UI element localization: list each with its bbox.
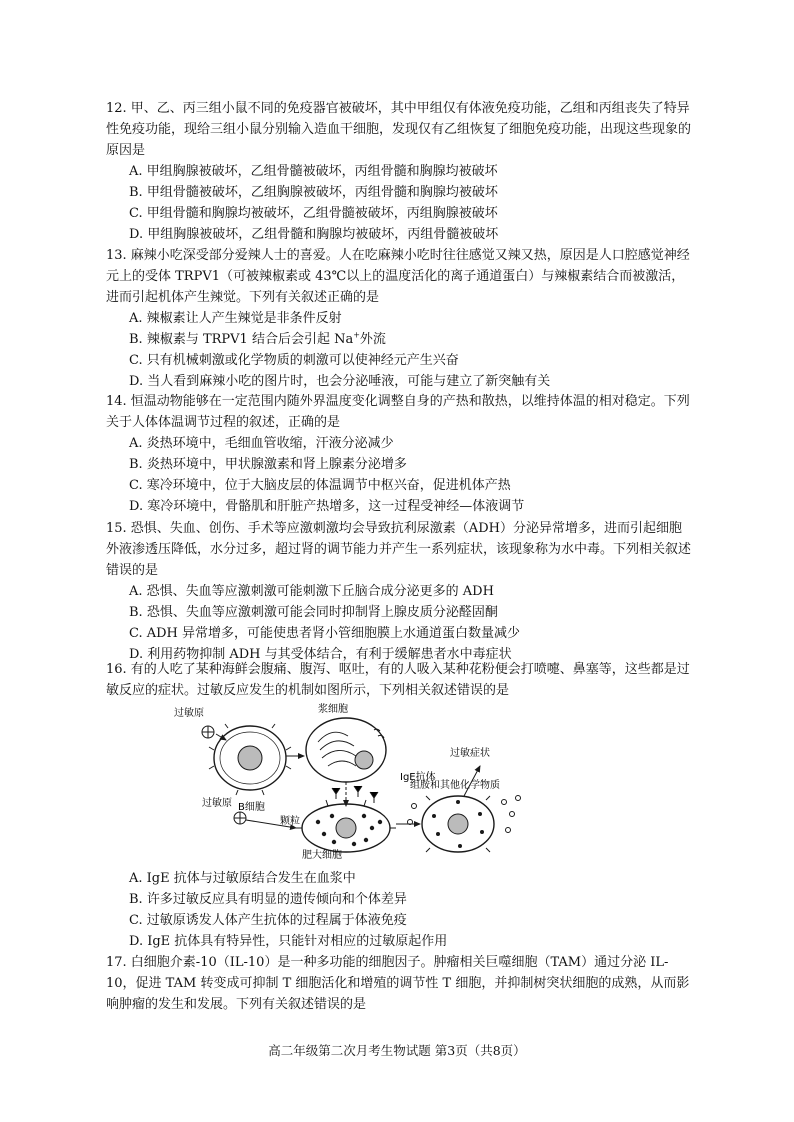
allergen-label-bottom: 过敏原 [202, 798, 232, 809]
option-c: C. 甲组骨髓和胸腺均被破坏，乙组骨髓被破坏，丙组胸腺被破坏 [129, 206, 498, 221]
option-a: A. 甲组胸腺被破坏，乙组骨髓被破坏，丙组骨髓和胸腺均被破坏 [129, 164, 498, 179]
option-c: C. ADH 异常增多，可能使患者肾小管细胞膜上水通道蛋白数量减少 [129, 626, 521, 641]
option-b: B. 恐惧、失血等应激刺激可能会同时抑制肾上腺皮质分泌醛固酮 [129, 605, 498, 620]
sodium-charge: + [353, 330, 360, 340]
option-c: C. 过敏原诱发人体产生抗体的过程属于体液免疫 [129, 913, 407, 928]
question-stem: 16. 有的人吃了某种海鲜会腹痛、腹泻、呕吐，有的人吸入某种花粉便会打喷嚏、鼻塞等，这些都是过敏反应的症状。过敏反应发生的机制如图所示，下列相关叙述错误的是 [106, 662, 690, 698]
option-c: C. 只有机械刺激或化学物质的刺激可以使神经元产生兴奋 [129, 353, 459, 368]
question-stem: 12. 甲、乙、丙三组小鼠不同的免疫器官被破坏，其中甲组仅有体液免疫功能，乙组和丙组丧失了特异性免疫功能，现给三组小鼠分别输入造血干细胞，发现仅有乙组恢复了细胞免疫功能，出现这些现象的原因是 [106, 101, 692, 158]
allergy-mechanism-diagram [168, 702, 594, 862]
ige-antibodies [332, 786, 378, 803]
histamine-label: 组胺和其他化学物质 [410, 780, 500, 791]
question-16 [106, 659, 694, 701]
option-d: D. 当人看到麻辣小吃的图片时，也会分泌唾液，可能与建立了新突触有关 [129, 374, 551, 389]
option-b: B. 许多过敏反应具有明显的遗传倾向和个体差异 [129, 892, 407, 907]
plasma-cell [306, 718, 386, 782]
question-15 [106, 518, 694, 665]
question-12 [106, 98, 694, 245]
granule-label: 颗粒 [280, 816, 300, 827]
option-a: A. 炎热环境中，毛细血管收缩，汗液分泌减少 [129, 436, 394, 451]
mast-cell [296, 798, 396, 852]
option-b [106, 329, 694, 350]
option-b-tail: 外流 [359, 332, 386, 347]
question-stem: 14. 恒温动物能够在一定范围内随外界温度变化调整自身的产热和散热，以维持体温的相对稳定。下列关于人体体温调节过程的叙述，正确的是 [106, 394, 690, 430]
question-stem: 13. 麻辣小吃深受部分爱辣人士的喜爱。人在吃麻辣小吃时往往感觉又辣又热，原因是人口腔感觉神经元上的受体 TRPV1（可被辣椒素或 43℃以上的温度活化的离子通道蛋白）与辣椒素结合而被激活，进而引起机体产生辣觉。下列有关叙述正确的是 [106, 248, 690, 305]
question-14 [106, 391, 694, 517]
ige-label: IgE抗体 [400, 772, 436, 783]
question-stem: 15. 恐惧、失血、创伤、手术等应激刺激均会导致抗利尿激素（ADH）分泌异常增多，进而引起细胞外液渗透压降低，水分过多，超过肾的调节能力并产生一系列症状，该现象称为水中毒。下列相关叙述错误的是 [106, 521, 692, 578]
option-d: D. 寒冷环境中，骨骼肌和肝脏产热增多，这一过程受神经—体液调节 [129, 499, 525, 514]
allergen-particle-top [202, 726, 214, 738]
option-b: B. 甲组骨髓被破坏，乙组胸腺被破坏，丙组骨髓和胸腺均被破坏 [129, 185, 498, 200]
question-17 [106, 952, 694, 1015]
option-c: C. 寒冷环境中，位于大脑皮层的体温调节中枢兴奋，促进机体产热 [129, 478, 511, 493]
question-16-options [106, 868, 694, 952]
option-d: D. 甲组胸腺被破坏，乙组骨髓和胸腺均被破坏，丙组骨髓被破坏 [129, 227, 499, 242]
option-a: A. IgE 抗体与过敏原结合发生在血浆中 [129, 871, 356, 886]
option-d: D. IgE 抗体具有特异性，只能针对相应的过敏原起作用 [129, 934, 448, 949]
plasma-cell-label: 浆细胞 [318, 704, 348, 715]
question-13 [106, 245, 694, 392]
option-a: A. 恐惧、失血等应激刺激可能刺激下丘脑合成分泌更多的 ADH [129, 584, 494, 599]
question-stem: 17. 白细胞介素-10（IL-10）是一种多功能的细胞因子。肿瘤相关巨噬细胞（TAM）通过分泌 IL-10，促进 TAM 转变成可抑制 T 细胞活化和增殖的调节性 T 细胞，并抑制树突状细胞的成熟，从而影响肿瘤的发生和发展。下列有关叙述错误的是 [106, 955, 690, 1012]
b-cell [209, 724, 291, 795]
page-footer: 高二年级第二次月考生物试题 第3页（共8页） [268, 1043, 526, 1058]
b-cell-label: B细胞 [238, 802, 265, 813]
option-b: B. 炎热环境中，甲状腺激素和肾上腺素分泌增多 [129, 457, 407, 472]
option-d: D. 利用药物抑制 ADH 与其受体结合，有利于缓解患者水中毒症状 [129, 647, 512, 662]
option-a: A. 辣椒素让人产生辣觉是非条件反射 [129, 311, 342, 326]
mast-cell-label: 肥大细胞 [302, 850, 342, 861]
degranulating-mast-cell [408, 796, 521, 853]
symptom-label: 过敏症状 [450, 748, 490, 759]
option-b-text: B. 辣椒素与 TRPV1 结合后会引起 Na [129, 332, 354, 347]
allergen-particle-bottom [234, 812, 246, 824]
allergen-label-top: 过敏原 [174, 708, 204, 719]
